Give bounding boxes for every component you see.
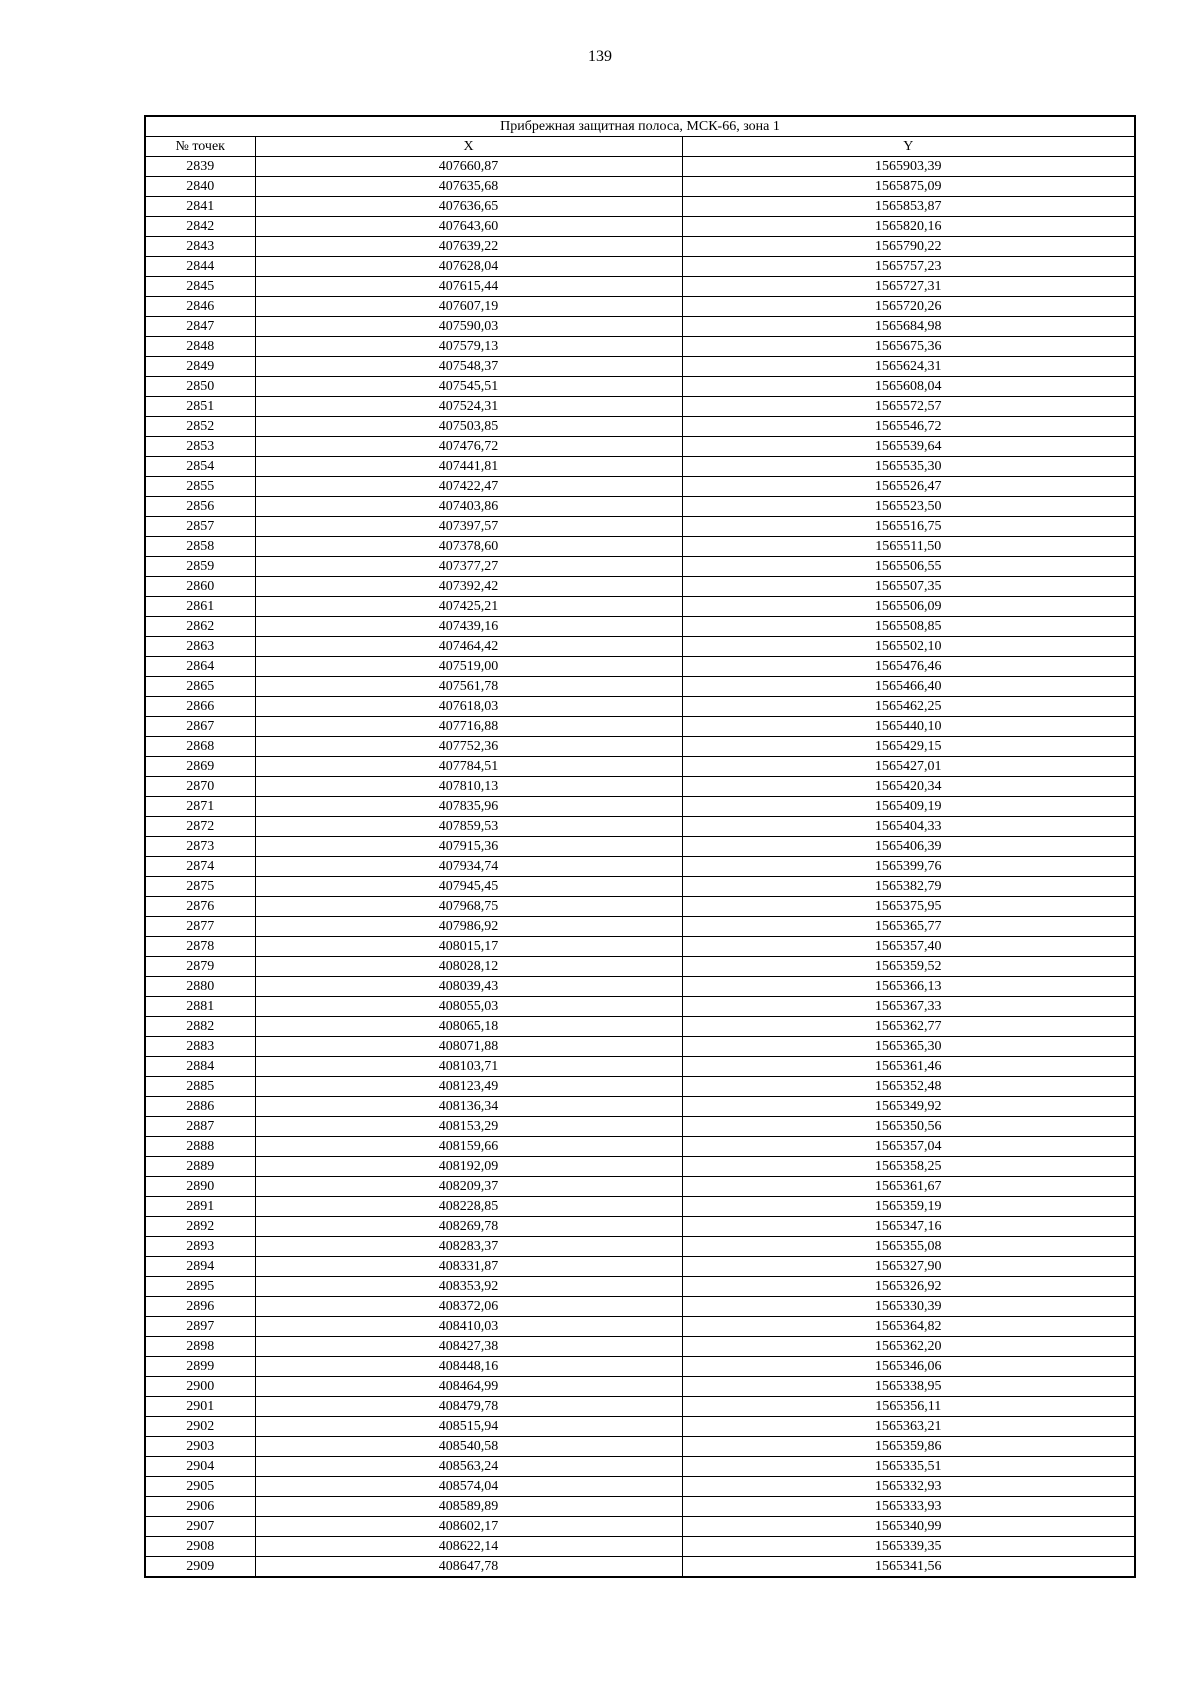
y-cell: 1565720,26: [682, 297, 1135, 317]
y-cell: 1565684,98: [682, 317, 1135, 337]
x-cell: 407503,85: [255, 417, 682, 437]
point-number-cell: 2857: [145, 517, 255, 537]
table-row: [145, 617, 1135, 637]
x-cell: 407392,42: [255, 577, 682, 597]
point-number-cell: 2875: [145, 877, 255, 897]
table-row: [145, 1077, 1135, 1097]
table-row: [145, 517, 1135, 537]
y-cell: 1565338,95: [682, 1377, 1135, 1397]
x-cell: 407968,75: [255, 897, 682, 917]
table-title-row: [145, 116, 1135, 137]
x-cell: 407545,51: [255, 377, 682, 397]
point-number-cell: 2888: [145, 1137, 255, 1157]
x-cell: 407439,16: [255, 617, 682, 637]
x-cell: 408039,43: [255, 977, 682, 997]
x-cell: 408464,99: [255, 1377, 682, 1397]
point-number-cell: 2892: [145, 1217, 255, 1237]
table-row: [145, 1037, 1135, 1057]
y-cell: 1565539,64: [682, 437, 1135, 457]
point-number-cell: 2850: [145, 377, 255, 397]
x-cell: 408602,17: [255, 1517, 682, 1537]
table-row: [145, 1557, 1135, 1578]
point-number-cell: 2887: [145, 1117, 255, 1137]
point-number-cell: 2840: [145, 177, 255, 197]
y-cell: 1565675,36: [682, 337, 1135, 357]
point-number-cell: 2855: [145, 477, 255, 497]
table-row: [145, 177, 1135, 197]
table-row: [145, 1437, 1135, 1457]
x-cell: 408479,78: [255, 1397, 682, 1417]
table-row: [145, 837, 1135, 857]
table-row: [145, 1417, 1135, 1437]
y-cell: 1565356,11: [682, 1397, 1135, 1417]
x-cell: 407425,21: [255, 597, 682, 617]
y-cell: 1565476,46: [682, 657, 1135, 677]
x-cell: 408065,18: [255, 1017, 682, 1037]
x-cell: 407607,19: [255, 297, 682, 317]
y-cell: 1565349,92: [682, 1097, 1135, 1117]
point-number-cell: 2870: [145, 777, 255, 797]
point-number-cell: 2871: [145, 797, 255, 817]
point-number-cell: 2894: [145, 1257, 255, 1277]
point-number-cell: 2908: [145, 1537, 255, 1557]
point-number-cell: 2854: [145, 457, 255, 477]
y-cell: 1565367,33: [682, 997, 1135, 1017]
x-cell: 408136,34: [255, 1097, 682, 1117]
y-cell: 1565359,19: [682, 1197, 1135, 1217]
point-number-cell: 2905: [145, 1477, 255, 1497]
x-cell: 407660,87: [255, 157, 682, 177]
table-row: [145, 1137, 1135, 1157]
table-row: [145, 1197, 1135, 1217]
table-header-row: [145, 137, 1135, 157]
x-cell: 407397,57: [255, 517, 682, 537]
x-cell: 407628,04: [255, 257, 682, 277]
y-cell: 1565440,10: [682, 717, 1135, 737]
point-number-cell: 2841: [145, 197, 255, 217]
table-row: [145, 157, 1135, 177]
point-number-cell: 2864: [145, 657, 255, 677]
table-row: [145, 1237, 1135, 1257]
y-cell: 1565572,57: [682, 397, 1135, 417]
table-row: [145, 357, 1135, 377]
x-cell: 408647,78: [255, 1557, 682, 1578]
y-cell: 1565507,35: [682, 577, 1135, 597]
point-number-cell: 2874: [145, 857, 255, 877]
x-cell: 407934,74: [255, 857, 682, 877]
y-cell: 1565326,92: [682, 1277, 1135, 1297]
table-row: [145, 277, 1135, 297]
x-cell: 408410,03: [255, 1317, 682, 1337]
x-cell: 407519,00: [255, 657, 682, 677]
point-number-cell: 2839: [145, 157, 255, 177]
point-number-cell: 2853: [145, 437, 255, 457]
table-row: [145, 437, 1135, 457]
x-cell: 407561,78: [255, 677, 682, 697]
table-row: [145, 857, 1135, 877]
y-cell: 1565506,55: [682, 557, 1135, 577]
table-row: [145, 917, 1135, 937]
y-cell: 1565546,72: [682, 417, 1135, 437]
x-cell: 407986,92: [255, 917, 682, 937]
point-number-cell: 2890: [145, 1177, 255, 1197]
table-row: [145, 637, 1135, 657]
table-row: [145, 877, 1135, 897]
y-cell: 1565608,04: [682, 377, 1135, 397]
point-number-cell: 2900: [145, 1377, 255, 1397]
point-number-cell: 2863: [145, 637, 255, 657]
table-row: [145, 1297, 1135, 1317]
table-row: [145, 1217, 1135, 1237]
y-cell: 1565727,31: [682, 277, 1135, 297]
x-cell: 408563,24: [255, 1457, 682, 1477]
x-cell: 408123,49: [255, 1077, 682, 1097]
table-row: [145, 417, 1135, 437]
point-number-cell: 2847: [145, 317, 255, 337]
point-number-cell: 2906: [145, 1497, 255, 1517]
y-cell: 1565339,35: [682, 1537, 1135, 1557]
point-number-cell: 2848: [145, 337, 255, 357]
table-row: [145, 1277, 1135, 1297]
point-number-cell: 2858: [145, 537, 255, 557]
x-cell: 407810,13: [255, 777, 682, 797]
y-cell: 1565375,95: [682, 897, 1135, 917]
point-number-cell: 2867: [145, 717, 255, 737]
x-cell: 407716,88: [255, 717, 682, 737]
table-row: [145, 1497, 1135, 1517]
y-cell: 1565332,93: [682, 1477, 1135, 1497]
table-row: [145, 377, 1135, 397]
table-row: [145, 1257, 1135, 1277]
point-number-cell: 2851: [145, 397, 255, 417]
x-cell: 408055,03: [255, 997, 682, 1017]
y-cell: 1565624,31: [682, 357, 1135, 377]
y-cell: 1565523,50: [682, 497, 1135, 517]
y-cell: 1565365,30: [682, 1037, 1135, 1057]
y-cell: 1565330,39: [682, 1297, 1135, 1317]
y-cell: 1565341,56: [682, 1557, 1135, 1578]
x-cell: 408209,37: [255, 1177, 682, 1197]
table-row: [145, 1337, 1135, 1357]
y-cell: 1565347,16: [682, 1217, 1135, 1237]
y-cell: 1565399,76: [682, 857, 1135, 877]
table-row: [145, 1517, 1135, 1537]
x-cell: 407636,65: [255, 197, 682, 217]
point-number-cell: 2843: [145, 237, 255, 257]
table-row: [145, 337, 1135, 357]
y-cell: 1565359,52: [682, 957, 1135, 977]
x-cell: 407615,44: [255, 277, 682, 297]
table-row: [145, 797, 1135, 817]
x-cell: 407618,03: [255, 697, 682, 717]
table-row: [145, 497, 1135, 517]
point-number-cell: 2879: [145, 957, 255, 977]
x-cell: 408028,12: [255, 957, 682, 977]
y-cell: 1565427,01: [682, 757, 1135, 777]
x-cell: 407476,72: [255, 437, 682, 457]
x-cell: 407377,27: [255, 557, 682, 577]
x-cell: 407643,60: [255, 217, 682, 237]
table-row: [145, 997, 1135, 1017]
table-row: [145, 1157, 1135, 1177]
y-cell: 1565352,48: [682, 1077, 1135, 1097]
x-cell: 408353,92: [255, 1277, 682, 1297]
y-cell: 1565366,13: [682, 977, 1135, 997]
point-number-cell: 2884: [145, 1057, 255, 1077]
point-number-cell: 2873: [145, 837, 255, 857]
x-cell: 408331,87: [255, 1257, 682, 1277]
table-row: [145, 1357, 1135, 1377]
y-cell: 1565357,04: [682, 1137, 1135, 1157]
point-number-cell: 2878: [145, 937, 255, 957]
x-cell: 407579,13: [255, 337, 682, 357]
point-number-cell: 2882: [145, 1017, 255, 1037]
table-row: [145, 1537, 1135, 1557]
y-cell: 1565365,77: [682, 917, 1135, 937]
x-cell: 407784,51: [255, 757, 682, 777]
table-row: [145, 957, 1135, 977]
y-cell: 1565346,06: [682, 1357, 1135, 1377]
x-cell: 408574,04: [255, 1477, 682, 1497]
table-row: [145, 1317, 1135, 1337]
column-header-x: X: [255, 137, 682, 157]
x-cell: 407464,42: [255, 637, 682, 657]
point-number-cell: 2891: [145, 1197, 255, 1217]
table-row: [145, 457, 1135, 477]
y-cell: 1565357,40: [682, 937, 1135, 957]
y-cell: 1565355,08: [682, 1237, 1135, 1257]
point-number-cell: 2902: [145, 1417, 255, 1437]
table-row: [145, 697, 1135, 717]
page-number: 139: [588, 48, 612, 65]
point-number-cell: 2895: [145, 1277, 255, 1297]
point-number-cell: 2886: [145, 1097, 255, 1117]
point-number-cell: 2896: [145, 1297, 255, 1317]
table-row: [145, 297, 1135, 317]
point-number-cell: 2904: [145, 1457, 255, 1477]
point-number-cell: 2852: [145, 417, 255, 437]
y-cell: 1565364,82: [682, 1317, 1135, 1337]
table-row: [145, 597, 1135, 617]
table-row: [145, 757, 1135, 777]
point-number-cell: 2861: [145, 597, 255, 617]
point-number-cell: 2842: [145, 217, 255, 237]
point-number-cell: 2866: [145, 697, 255, 717]
y-cell: 1565535,30: [682, 457, 1135, 477]
x-cell: 407422,47: [255, 477, 682, 497]
point-number-cell: 2862: [145, 617, 255, 637]
x-cell: 408427,38: [255, 1337, 682, 1357]
x-cell: 407752,36: [255, 737, 682, 757]
table-row: [145, 197, 1135, 217]
table-row: [145, 237, 1135, 257]
x-cell: 407945,45: [255, 877, 682, 897]
point-number-cell: 2876: [145, 897, 255, 917]
point-number-cell: 2899: [145, 1357, 255, 1377]
x-cell: 407915,36: [255, 837, 682, 857]
y-cell: 1565363,21: [682, 1417, 1135, 1437]
point-number-cell: 2877: [145, 917, 255, 937]
y-cell: 1565820,16: [682, 217, 1135, 237]
x-cell: 408071,88: [255, 1037, 682, 1057]
y-cell: 1565511,50: [682, 537, 1135, 557]
table-title: Прибрежная защитная полоса, МСК-66, зона 1: [145, 116, 1135, 137]
x-cell: 408228,85: [255, 1197, 682, 1217]
table-row: [145, 657, 1135, 677]
table-row: [145, 397, 1135, 417]
point-number-cell: 2907: [145, 1517, 255, 1537]
y-cell: 1565502,10: [682, 637, 1135, 657]
y-cell: 1565340,99: [682, 1517, 1135, 1537]
table-row: [145, 1177, 1135, 1197]
y-cell: 1565903,39: [682, 157, 1135, 177]
point-number-cell: 2885: [145, 1077, 255, 1097]
y-cell: 1565790,22: [682, 237, 1135, 257]
y-cell: 1565335,51: [682, 1457, 1135, 1477]
x-cell: 407441,81: [255, 457, 682, 477]
table-row: [145, 537, 1135, 557]
column-header-y: Y: [682, 137, 1135, 157]
table-row: [145, 977, 1135, 997]
point-number-cell: 2889: [145, 1157, 255, 1177]
x-cell: 408153,29: [255, 1117, 682, 1137]
table-row: [145, 937, 1135, 957]
y-cell: 1565333,93: [682, 1497, 1135, 1517]
point-number-cell: 2883: [145, 1037, 255, 1057]
point-number-cell: 2880: [145, 977, 255, 997]
y-cell: 1565508,85: [682, 617, 1135, 637]
x-cell: 408448,16: [255, 1357, 682, 1377]
x-cell: 407378,60: [255, 537, 682, 557]
y-cell: 1565429,15: [682, 737, 1135, 757]
y-cell: 1565404,33: [682, 817, 1135, 837]
x-cell: 408372,06: [255, 1297, 682, 1317]
table-row: [145, 717, 1135, 737]
x-cell: 407635,68: [255, 177, 682, 197]
table-row: [145, 1057, 1135, 1077]
table-row: [145, 1117, 1135, 1137]
x-cell: 407403,86: [255, 497, 682, 517]
point-number-cell: 2849: [145, 357, 255, 377]
point-number-cell: 2845: [145, 277, 255, 297]
table-row: [145, 737, 1135, 757]
point-number-cell: 2903: [145, 1437, 255, 1457]
table-row: [145, 897, 1135, 917]
table-row: [145, 677, 1135, 697]
x-cell: 408159,66: [255, 1137, 682, 1157]
point-number-cell: 2881: [145, 997, 255, 1017]
point-number-cell: 2859: [145, 557, 255, 577]
table-row: [145, 777, 1135, 797]
table-row: [145, 317, 1135, 337]
x-cell: 408540,58: [255, 1437, 682, 1457]
y-cell: 1565757,23: [682, 257, 1135, 277]
point-number-cell: 2865: [145, 677, 255, 697]
x-cell: 408515,94: [255, 1417, 682, 1437]
y-cell: 1565406,39: [682, 837, 1135, 857]
table-row: [145, 1397, 1135, 1417]
y-cell: 1565420,34: [682, 777, 1135, 797]
table-body: [145, 157, 1135, 1578]
x-cell: 408015,17: [255, 937, 682, 957]
point-number-cell: 2909: [145, 1557, 255, 1578]
x-cell: 408622,14: [255, 1537, 682, 1557]
y-cell: 1565506,09: [682, 597, 1135, 617]
y-cell: 1565526,47: [682, 477, 1135, 497]
point-number-cell: 2856: [145, 497, 255, 517]
y-cell: 1565350,56: [682, 1117, 1135, 1137]
y-cell: 1565359,86: [682, 1437, 1135, 1457]
point-number-cell: 2901: [145, 1397, 255, 1417]
point-number-cell: 2869: [145, 757, 255, 777]
table-row: [145, 1097, 1135, 1117]
x-cell: 407524,31: [255, 397, 682, 417]
x-cell: 408192,09: [255, 1157, 682, 1177]
y-cell: 1565362,20: [682, 1337, 1135, 1357]
table-row: [145, 1017, 1135, 1037]
y-cell: 1565516,75: [682, 517, 1135, 537]
table-row: [145, 557, 1135, 577]
x-cell: 408269,78: [255, 1217, 682, 1237]
x-cell: 408589,89: [255, 1497, 682, 1517]
y-cell: 1565382,79: [682, 877, 1135, 897]
y-cell: 1565327,90: [682, 1257, 1135, 1277]
point-number-cell: 2893: [145, 1237, 255, 1257]
point-number-cell: 2868: [145, 737, 255, 757]
table-row: [145, 477, 1135, 497]
table-row: [145, 577, 1135, 597]
x-cell: 408103,71: [255, 1057, 682, 1077]
x-cell: 407548,37: [255, 357, 682, 377]
point-number-cell: 2898: [145, 1337, 255, 1357]
y-cell: 1565362,77: [682, 1017, 1135, 1037]
x-cell: 407859,53: [255, 817, 682, 837]
table-row: [145, 257, 1135, 277]
y-cell: 1565361,46: [682, 1057, 1135, 1077]
coordinates-table: [144, 115, 1136, 1578]
column-header-point-number: № точек: [145, 137, 255, 157]
y-cell: 1565409,19: [682, 797, 1135, 817]
y-cell: 1565853,87: [682, 197, 1135, 217]
y-cell: 1565466,40: [682, 677, 1135, 697]
point-number-cell: 2846: [145, 297, 255, 317]
x-cell: 408283,37: [255, 1237, 682, 1257]
x-cell: 407835,96: [255, 797, 682, 817]
point-number-cell: 2897: [145, 1317, 255, 1337]
table-row: [145, 817, 1135, 837]
point-number-cell: 2860: [145, 577, 255, 597]
y-cell: 1565358,25: [682, 1157, 1135, 1177]
table-row: [145, 1477, 1135, 1497]
y-cell: 1565462,25: [682, 697, 1135, 717]
table-row: [145, 1457, 1135, 1477]
table-row: [145, 1377, 1135, 1397]
point-number-cell: 2844: [145, 257, 255, 277]
y-cell: 1565875,09: [682, 177, 1135, 197]
y-cell: 1565361,67: [682, 1177, 1135, 1197]
x-cell: 407639,22: [255, 237, 682, 257]
x-cell: 407590,03: [255, 317, 682, 337]
table-row: [145, 217, 1135, 237]
point-number-cell: 2872: [145, 817, 255, 837]
